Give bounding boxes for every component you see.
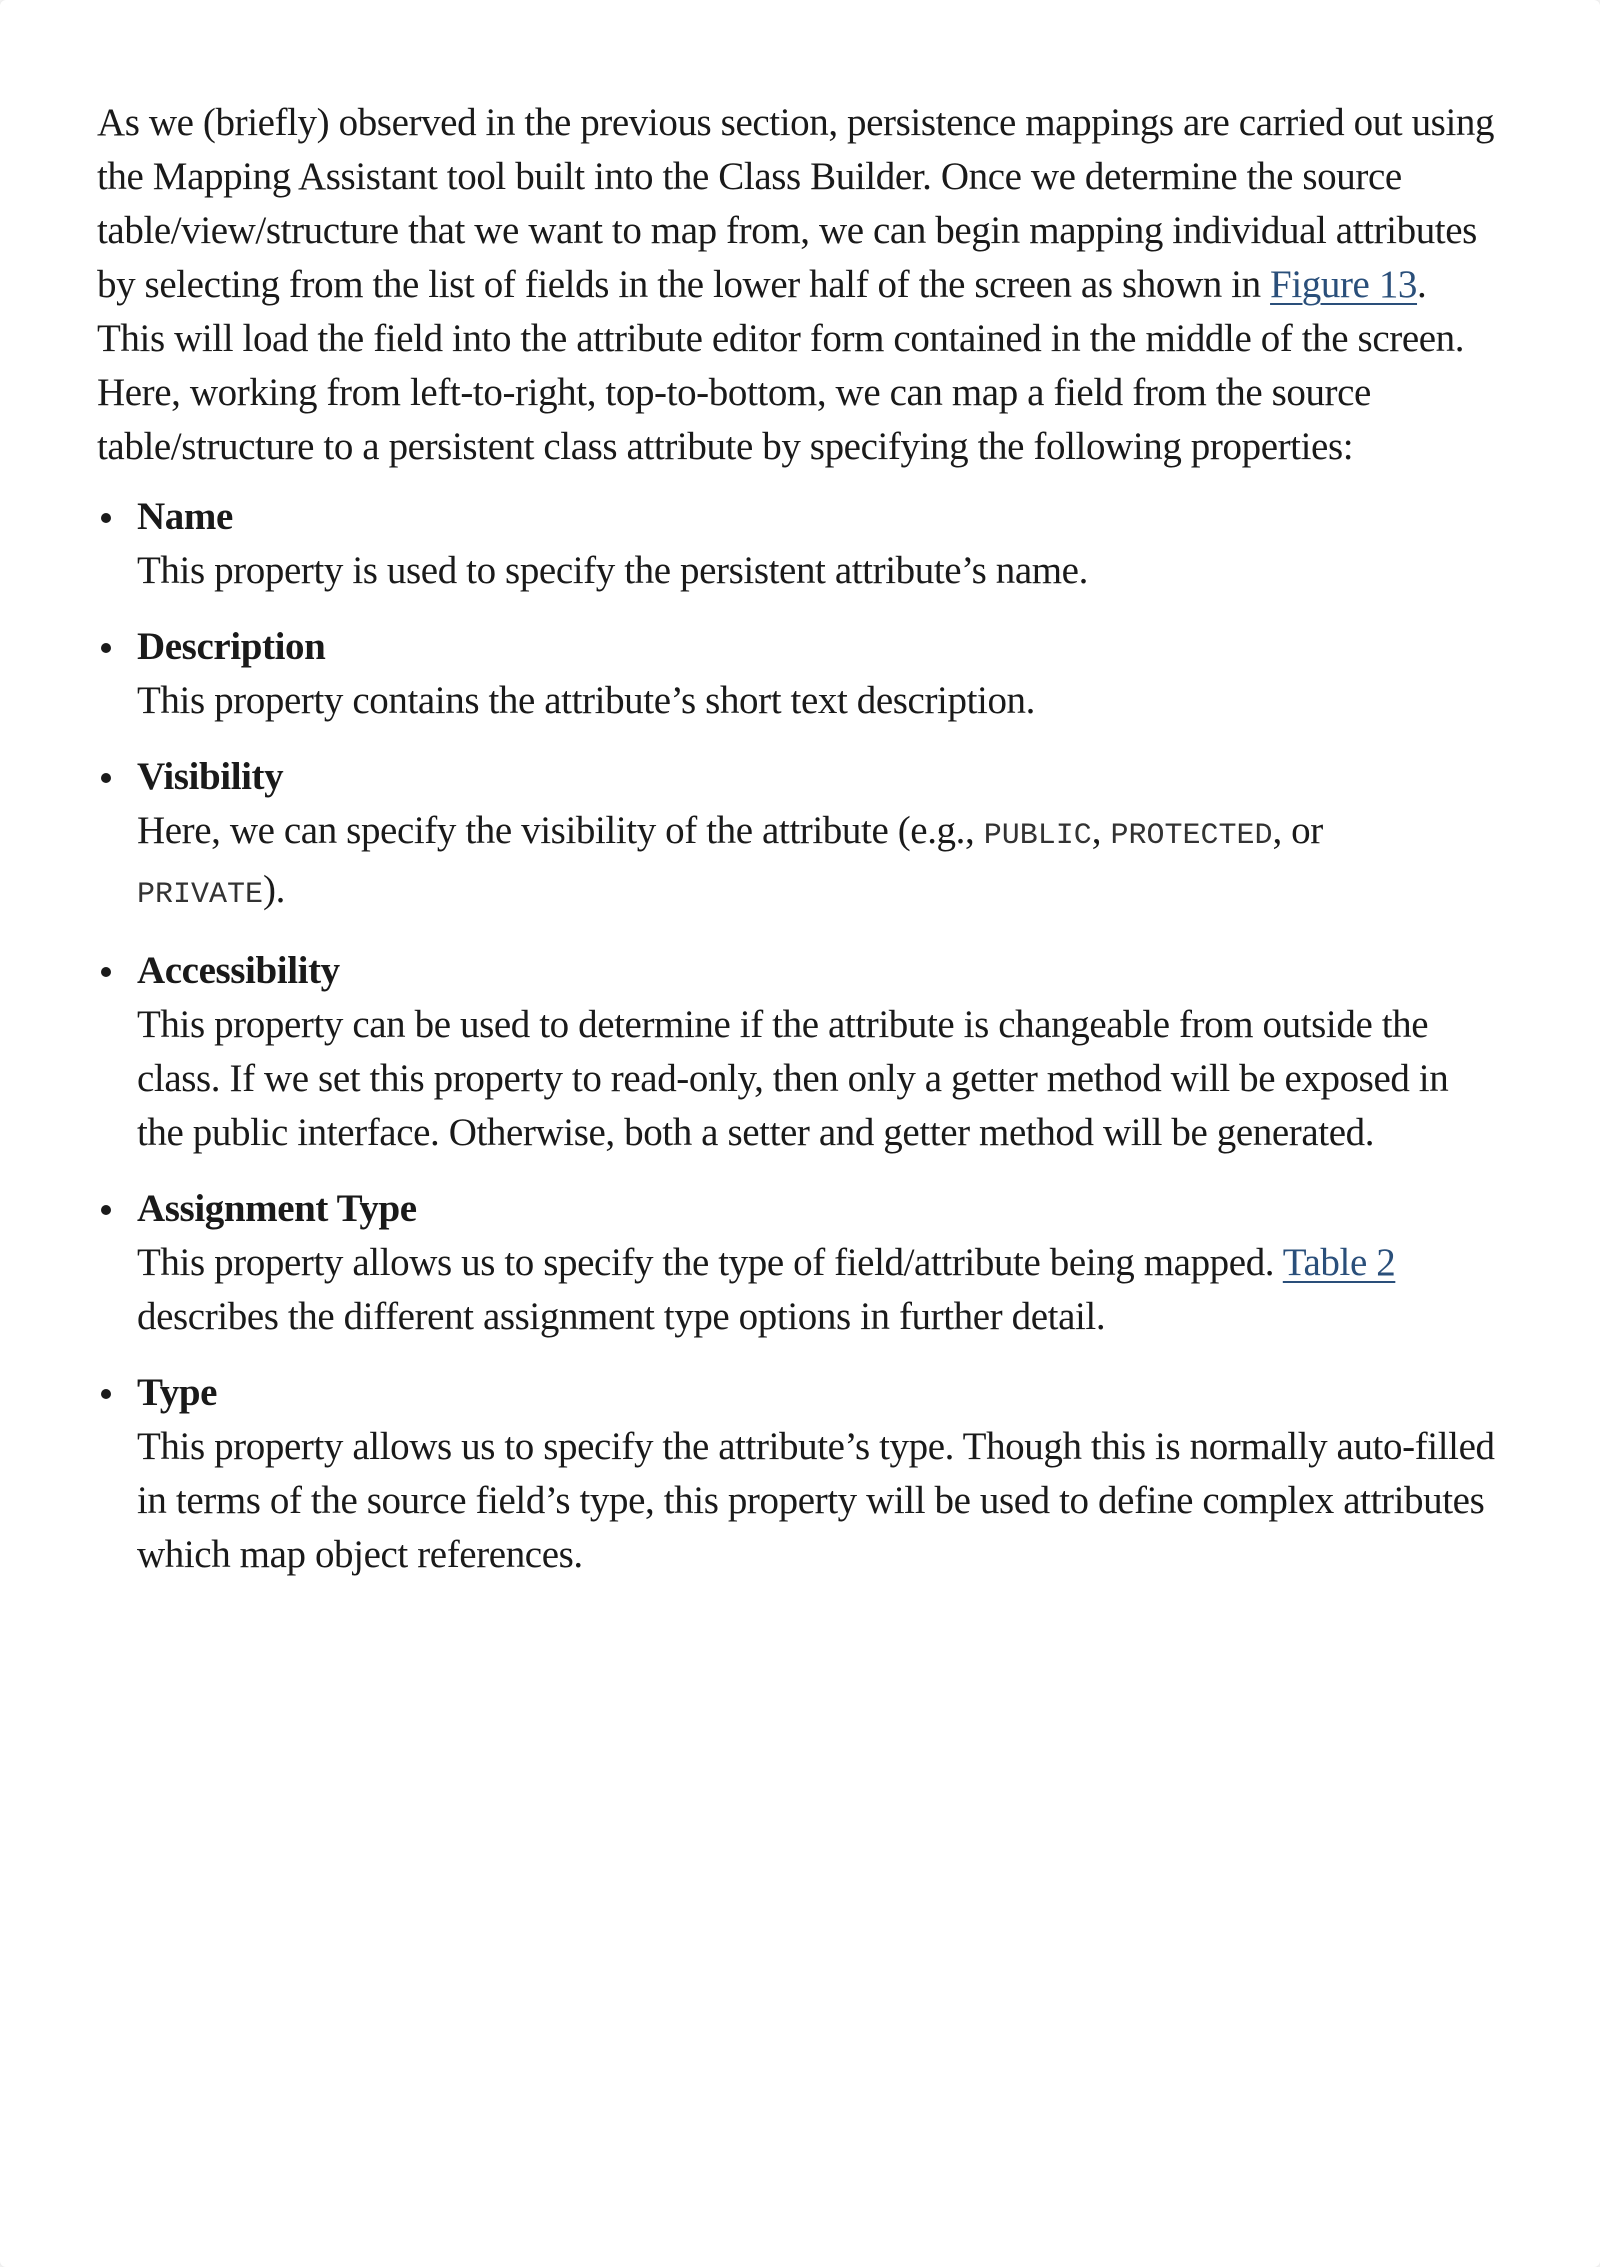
list-item-type (97, 1366, 1497, 1582)
bullet-icon (101, 513, 111, 523)
property-description: This property contains the attribute’s short text description. (137, 679, 1036, 722)
assignment-text-after: describes the different assignment type options in further detail. (137, 1295, 1106, 1338)
list-item-name (97, 490, 1497, 598)
visibility-text-after: ). (263, 868, 285, 911)
code-public: PUBLIC (983, 819, 1092, 853)
property-description: This property allows us to specify the attribute’s type. Though this is normally auto-filled in terms of the source field’s type, this property will be used to define complex attributes which map object references. (137, 1425, 1495, 1576)
visibility-separator: , or (1272, 809, 1323, 852)
bullet-icon (101, 773, 111, 783)
property-description: This property is used to specify the persistent attribute’s name. (137, 549, 1088, 592)
property-term: Visibility (137, 755, 284, 798)
document-body (97, 96, 1497, 1604)
visibility-text-before: Here, we can specify the visibility of the attribute (e.g., (137, 809, 984, 852)
visibility-separator: , (1091, 809, 1111, 852)
property-term: Description (137, 625, 326, 668)
intro-paragraph (97, 96, 1497, 474)
property-description: This property can be used to determine if the attribute is changeable from outside the class. If we set this property to read-only, then only a getter method will be exposed in the public interface. Otherwise, both a setter and getter method will be generated. (137, 1003, 1449, 1154)
property-list (97, 490, 1497, 1582)
table-2-link[interactable]: Table 2 (1282, 1241, 1396, 1284)
figure-13-link[interactable]: Figure 13 (1270, 263, 1418, 306)
code-protected: PROTECTED (1110, 819, 1273, 853)
list-item-description (97, 620, 1497, 728)
property-term: Name (137, 495, 233, 538)
intro-text-after-link: . This will load the field into the attribute editor form contained in the middle of the screen. Here, working from left-to-right, top-to-bottom, we can map a field from the source table/structure to a persistent class attribute by specifying the following properties: (97, 263, 1465, 468)
property-term: Assignment Type (137, 1187, 417, 1230)
property-description (137, 804, 1497, 922)
bullet-icon (101, 967, 111, 977)
list-item-accessibility (97, 944, 1497, 1160)
list-item-assignment-type (97, 1182, 1497, 1344)
assignment-text-before: This property allows us to specify the type of field/attribute being mapped. (137, 1241, 1283, 1284)
bullet-icon (101, 1389, 111, 1399)
property-description (137, 1236, 1497, 1344)
bullet-icon (101, 643, 111, 653)
intro-text-before-link: As we (briefly) observed in the previous section, persistence mappings are carried out using the Mapping Assistant tool built into the Class Builder. Once we determine the source table/view/structure that we want to map from, we can begin mapping individual attributes by selecting from the list of fields in the lower half of the screen as shown in (97, 101, 1495, 306)
code-private: PRIVATE (137, 878, 264, 912)
property-term: Type (137, 1371, 218, 1414)
property-term: Accessibility (137, 949, 340, 992)
bullet-icon (101, 1205, 111, 1215)
list-item-visibility (97, 750, 1497, 922)
